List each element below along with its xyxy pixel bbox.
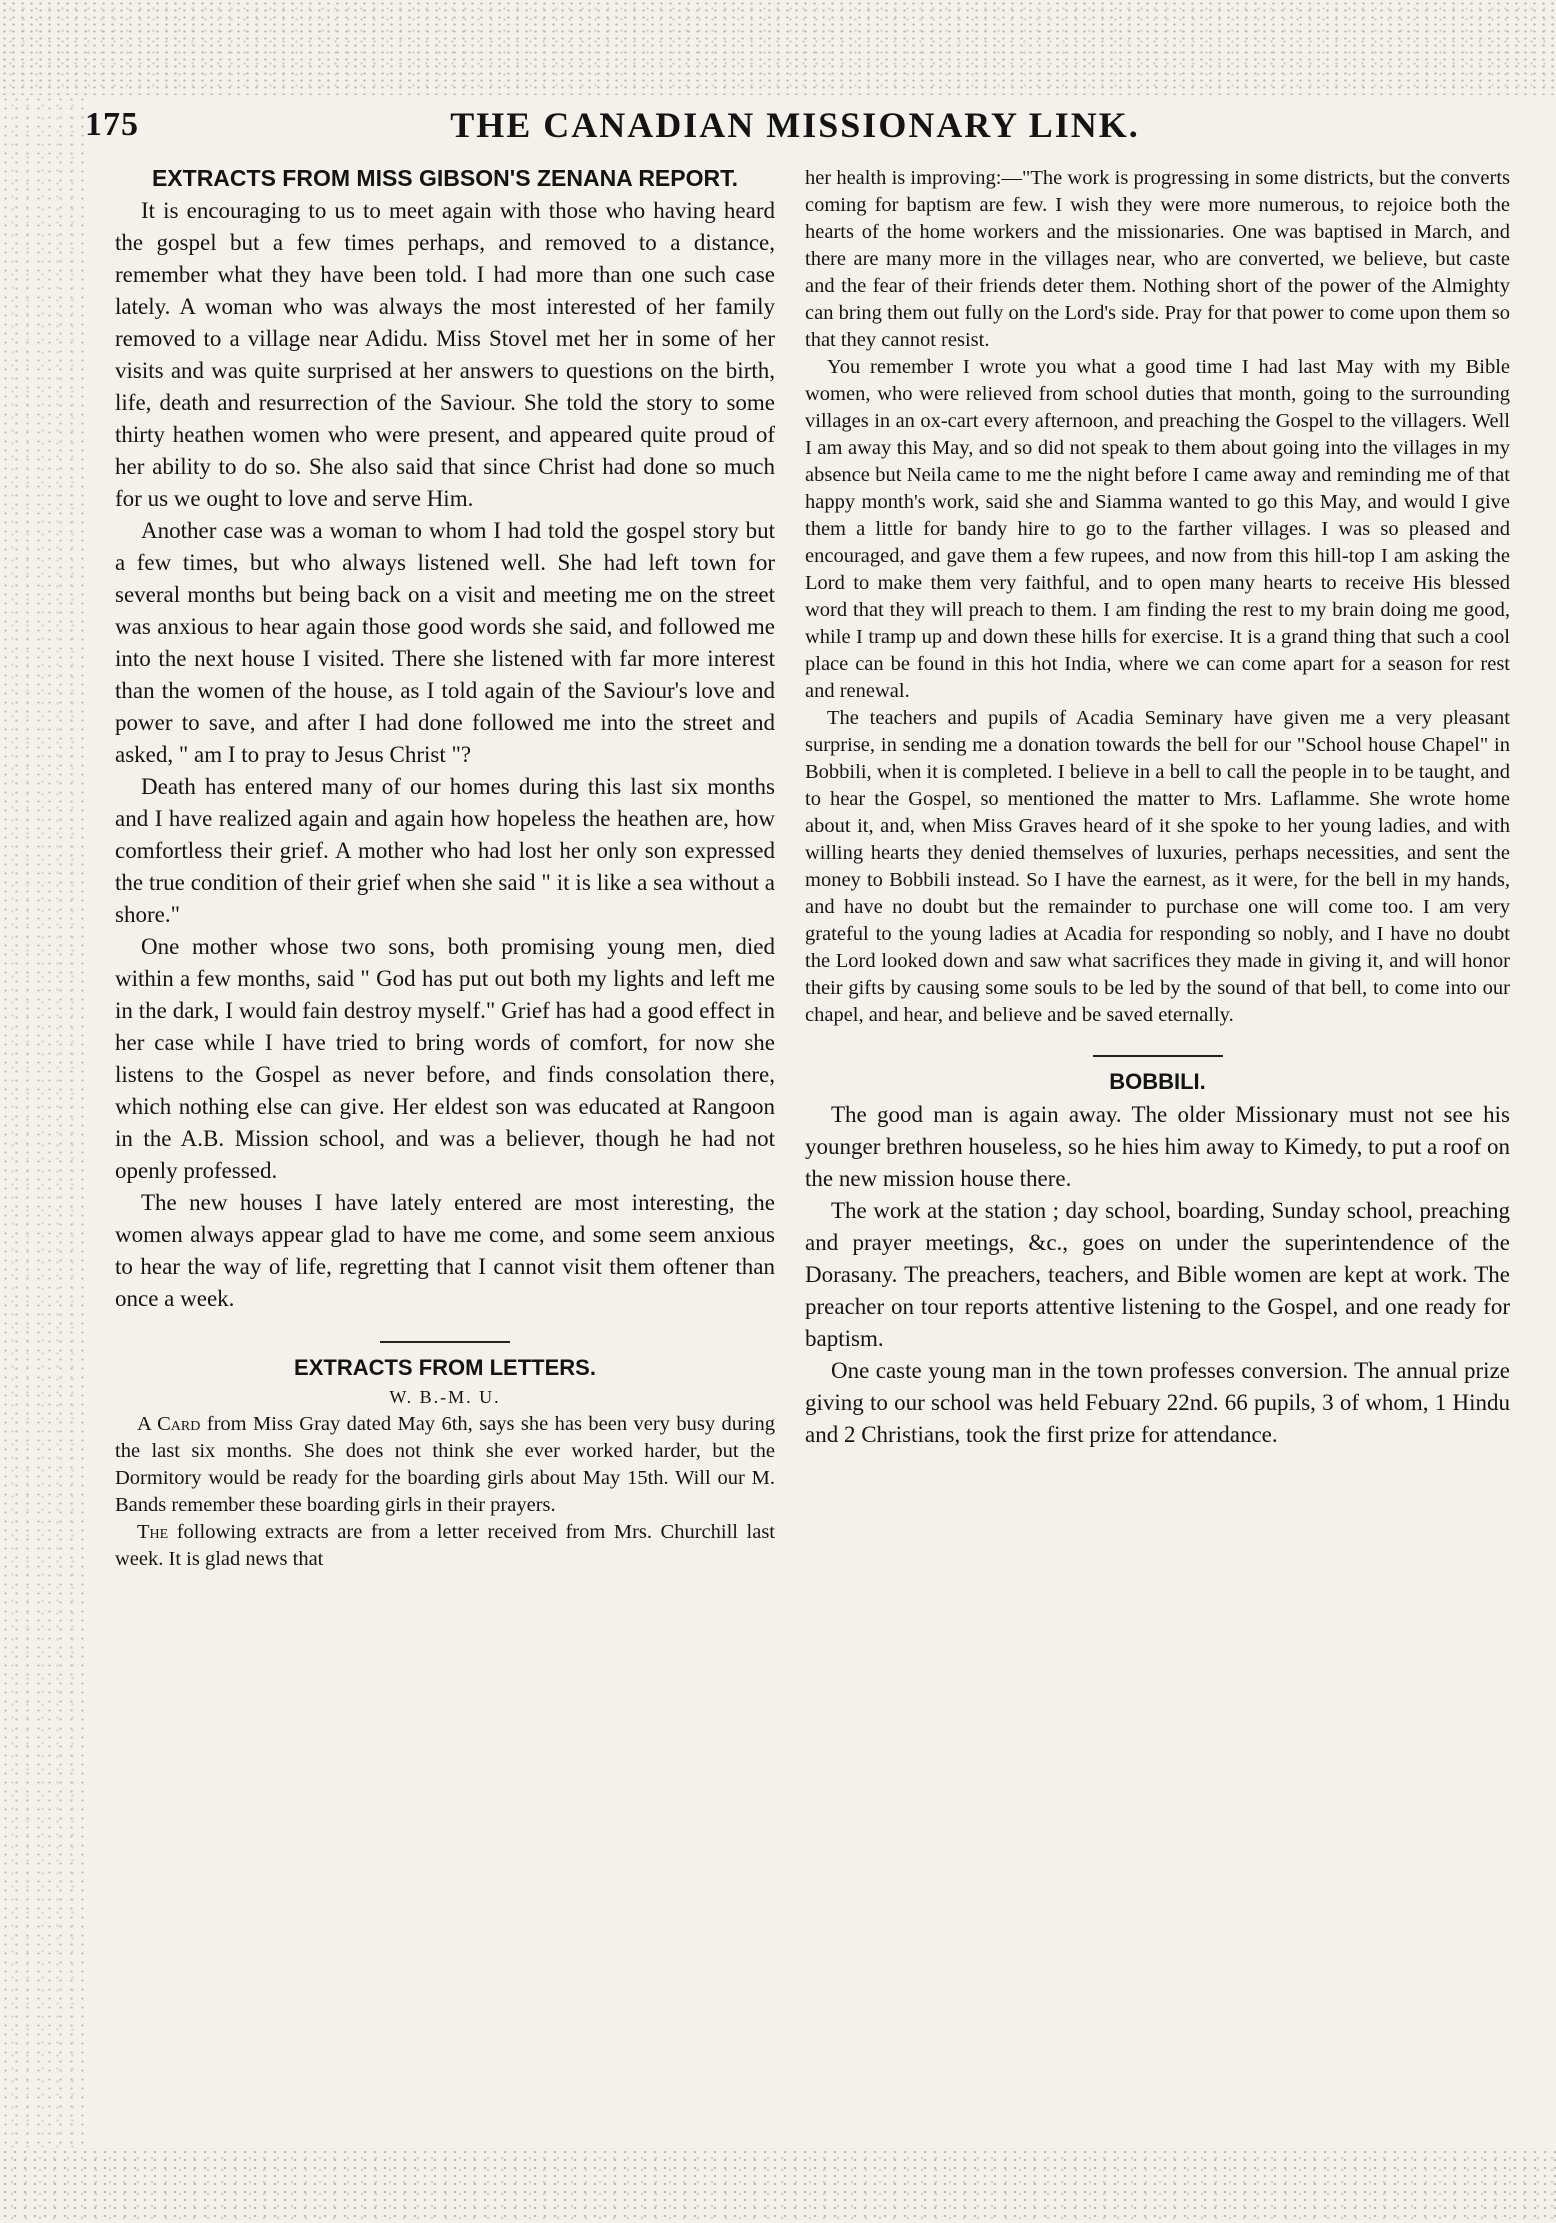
paragraph: Death has entered many of our homes during this last six months and I have realized again and again how hopeless the heathen are, how comfortless their grief. A mother who had lost her only son expressed the true condition of their grief when she said " it is like a sea without a shore." [115,774,775,927]
letters-body [115,1411,775,1573]
page-header [85,100,1505,150]
article-title-letters: EXTRACTS FROM LETTERS. [294,1355,596,1380]
paragraph [115,1411,775,1519]
masthead-title: THE CANADIAN MISSIONARY LINK. [450,105,1140,145]
page-number: 175 [85,106,139,143]
section-divider [1093,1055,1223,1057]
scan-noise-left [0,95,85,2148]
article-title-bobbili: BOBBILI. [1109,1069,1206,1094]
paragraph-text: from Miss Gray dated May 6th, says she has been very busy during the last six months. She does not think she ever worked harder, but the Dormitory would be ready for the boarding girls about May 15th. Will our M. Bands remember these boarding girls in their prayers. [115,1413,775,1516]
paragraph: It is encouraging to us to meet again with those who having heard the gospel but a few times perhaps, and removed to a distance, remember what they have been told. I had more than one such case lately. A woman who was always the most interested of her family removed to a village near Adidu. Miss Stovel met her in some of her visits and was quite surprised at her answers to questions on the birth, life, death and resurrection of the Saviour. She told the story to some thirty heathen women who were present, and appeared quite proud of her ability to do so. She also said that since Christ had done so much for us we ought to love and serve Him. [115,198,775,511]
scan-noise-bottom [0,2148,1556,2223]
scan-noise-top [0,0,1556,95]
paragraph-text: following extracts are from a letter received from Mrs. Churchill last week. It is glad news that [115,1521,775,1570]
paragraph: The work at the station ; day school, boarding, Sunday school, preaching and prayer meetings, &c., goes on under the superintendence of the Dorasany. The preachers, teachers, and Bible women are kept at work. The preacher on tour reports attentive listening to the Gospel, and one ready for baptism. [805,1198,1510,1351]
lead-word: A Card [137,1413,201,1435]
left-column [115,165,775,1573]
paragraph: Another case was a woman to whom I had told the gospel story but a few times, but who always listened well. She had left town for several months but being back on a visit and meeting me on the street was anxious to hear again those good words she said, and followed me into the next house I visited. There she listened with far more interest than the women of the house, as I told again of the Saviour's love and power to save, and after I had done followed me into the street and asked, " am I to pray to Jesus Christ "? [115,518,775,767]
article-subtitle: W. B.-M. U. [389,1387,501,1407]
right-column [805,165,1510,1451]
paragraph [115,1519,775,1573]
paragraph: One caste young man in the town professes conversion. The annual prize giving to our school was held Febuary 22nd. 66 pupils, 3 of whom, 1 Hindu and 2 Christians, took the first prize for attendance. [805,1358,1510,1447]
paragraph: her health is improving:—"The work is progressing in some districts, but the converts coming for baptism are few. I wish they were more numerous, to rejoice both the hearts of the home workers and the missionaries. One was baptised in March, and there are many more in the villages near, who are converted, we believe, but caste and the fear of their friends deter them. Nothing short of the power of the Almighty can bring them out fully on the Lord's side. Pray for that power to come upon them so that they cannot resist. [805,167,1510,351]
article-title-zenana-report: EXTRACTS FROM MISS GIBSON'S ZENANA REPORT. [151,165,739,191]
paragraph: You remember I wrote you what a good time I had last May with my Bible women, who were relieved from school duties that month, going to the surrounding villages in an ox-cart every afternoon, and preaching the Gospel to the villagers. Well I am away this May, and so did not speak to them about going into the villages in my absence but Neila came to me the night before I came away and reminding me of that happy month's work, said she and Siamma wanted to go this May, and would I give them a little for bandy hire to go to the farther villages. I was so pleased and encouraged, and gave them a few rupees, and now from this hill-top I am asking the Lord to make them very faithful, and to open many hearts to receive His blessed word that they will preach to them. I am finding the rest to my brain doing me good, while I tramp up and down these hills for exercise. It is a grand thing that such a cool place can be found in this hot India, where we can come apart for a season for rest and renewal. [805,356,1510,702]
lead-word: The [137,1521,169,1543]
section-divider [380,1341,510,1343]
paragraph: One mother whose two sons, both promising young men, died within a few months, said " God has put out both my lights and left me in the dark, I would fain destroy myself." Grief has had a good effect in her case while I have tried to bring words of comfort, for now she listens to the Gospel as never before, and finds consolation there, which nothing else can give. Her eldest son was educated at Rangoon in the A.B. Mission school, and was a believer, though he had not openly professed. [115,934,775,1183]
paragraph: The good man is again away. The older Missionary must not see his younger brethren houseless, so he hies him away to Kimedy, to put a roof on the new mission house there. [805,1102,1510,1191]
paragraph: The new houses I have lately entered are most interesting, the women always appear glad to have me come, and some seem anxious to hear the way of life, regretting that I cannot visit them oftener than once a week. [115,1190,775,1311]
letter-continued [805,165,1510,1029]
paragraph: The teachers and pupils of Acadia Seminary have given me a very pleasant surprise, in sending me a donation towards the bell for our "School house Chapel" in Bobbili, when it is completed. I believe in a bell to call the people in to be taught, and to hear the Gospel, so mentioned the matter to Mrs. Laflamme. She wrote home about it, and, when Miss Graves heard of it she spoke to her young ladies, and with willing hearts they denied themselves of luxuries, perhaps necessities, and sent the money to Bobbili instead. So I have the earnest, as it were, for the bell in my hands, and have no doubt but the remainder to purchase one will come too. I am very grateful to the young ladies at Acadia for responding so nobly, and I have no doubt the Lord looked down and saw what sacrifices they made in giving it, and will honor their gifts by causing some souls to be led by the sound of that bell, to come into our chapel, and hear, and believe and be saved eternally. [805,707,1510,1026]
